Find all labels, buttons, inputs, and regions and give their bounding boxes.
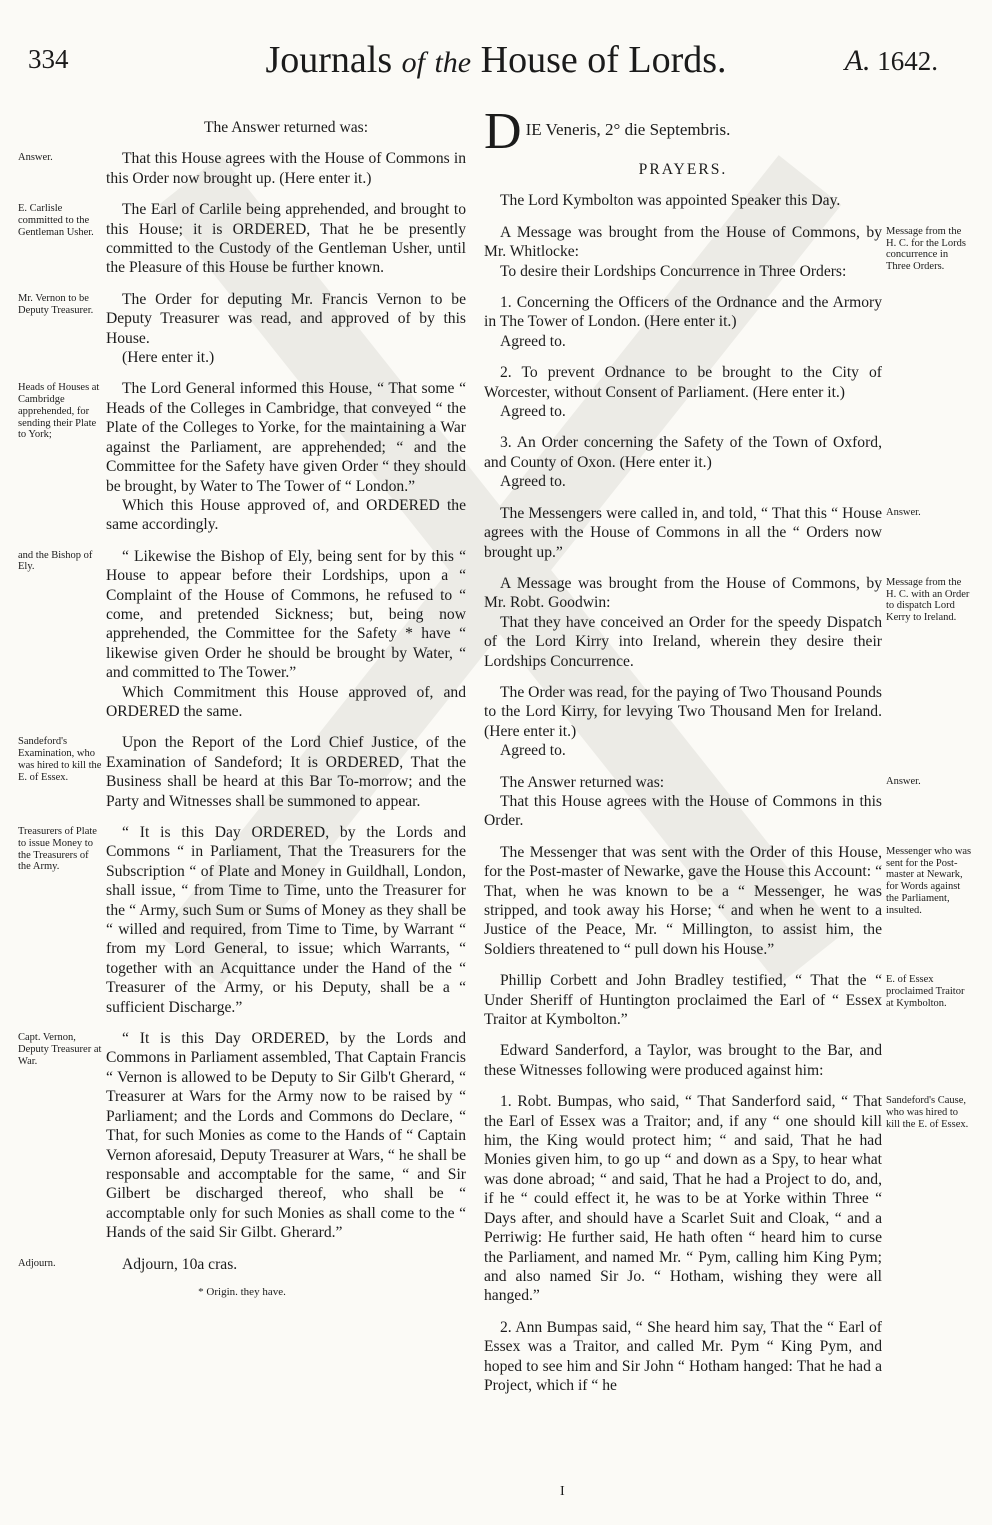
right-entry [484, 293, 974, 351]
prayers-heading: PRAYERS. [638, 161, 728, 178]
paragraph: Upon the Report of the Lord Chief Justice, of the Examination of Sandeford; It is ORDERED, That the Business shall be heard at this Bar To-morrow; and the Party and Witnesses shall be summoned to appear. [106, 734, 466, 810]
margin-note: E. Carlisle committed to the Gentleman Usher. [18, 203, 94, 238]
paragraph: The Answer returned was: [203, 119, 369, 136]
paragraph: Agreed to. [500, 403, 566, 421]
margin-note: Answer. [886, 775, 921, 787]
paragraph: A Message was brought from the House of Commons, by Mr. Whitlocke: [484, 223, 882, 261]
paragraph: The Lord General informed this House, “ That some “ Heads of the Colleges in Cambridge, that conveyed “ the Plate of the Colleges to Yorke, for the maintaining a War against the Parliament, are apprehended; “ and the Committee for the Safety have given Order “ they should be brought, by Water to The Tower of “ London.” [106, 380, 466, 495]
year-number: 1642. [877, 46, 938, 76]
right-entry [484, 971, 974, 1029]
right-entry [484, 1041, 974, 1080]
paragraph: 3. An Order concerning the Safety of the Town of Oxford, and County of Oxon. (Here enter it.) [484, 434, 882, 471]
margin-note: Capt. Vernon, Deputy Treasurer at War. [18, 1032, 102, 1067]
paragraph: 1. Concerning the Officers of the Ordnance and the Armory in The Tower of London. (Here enter it.) [484, 294, 882, 331]
paragraph: That this House agrees with the House of Commons in this Order. [484, 792, 882, 830]
left-entry [18, 379, 466, 534]
right-entry [484, 574, 974, 671]
paragraph: The Messengers were called in, and told, “ That this “ House agrees with the House of Commons in all the “ Orders now brought up.” [484, 504, 882, 561]
paragraph: “ Likewise the Bishop of Ely, being sent for by this “ House to appear before their Lordships, upon a “ Complaint of the House of Commons, he refused to “ come, and pretended Sickness; but, being now apprehended, the Committee for the Safety * have “ likewise given Order he should be brought by Water, “ and committed to The Tower.” [106, 547, 466, 682]
paragraph: Agreed to. [500, 332, 566, 350]
journal-title [0, 38, 992, 82]
margin-note: Messenger who was sent for the Post-master at Newark, for Words against the Parliament, insulted. [886, 845, 972, 916]
left-column [18, 118, 466, 1298]
left-entry [18, 118, 466, 137]
paragraph: A Message was brought from the House of Commons, by Mr. Robt. Goodwin: [484, 574, 882, 612]
right-entry [484, 223, 974, 281]
left-entry [18, 733, 466, 811]
paragraph: That this House agrees with the House of Commons in this Order now brought up. (Here enter it.) [106, 150, 466, 187]
paragraph: Phillip Corbett and John Bradley testified, “ That the “ Under Sheriff of Huntington proclaimed the Earl of “ Essex Traitor at Kymbolton.” [484, 972, 882, 1029]
paragraph: Agreed to. [500, 742, 566, 760]
right-entry [484, 1092, 974, 1305]
margin-note: Heads of Houses at Cambridge apprehended, for sending their Plate to York; [18, 382, 100, 441]
left-entry [18, 547, 466, 722]
left-entry [18, 823, 466, 1017]
drop-cap: D [484, 103, 522, 160]
paragraph: “ It is this Day ORDERED, by the Lords and Commons in Parliament assembled, That Captain Francis “ Vernon is allowed to be Deputy to Sir Gilb't Gherard, “ Treasurer at Wars for the Army now to be raised by “ Parliament; and the Lords and Commons do Declare, “ That, for such Monies as come to the Hands of “ Captain Vernon aforesaid, Deputy Treasurer at Wars, “ he shall be responsable and accomptable for the same, “ and Sir Gilbert be discharged thereof, who shall be “ accomptable only for such Monies as shall come to the “ Hands of the said Sir Gilbt. Gherard.” [106, 1030, 466, 1242]
paragraph: The Earl of Carlile being apprehended, and brought to this House; it is ORDERED, That he be presently committed to the Custody of the Gentleman Usher, until the Pleasure of this House be further known. [106, 201, 466, 277]
right-entries [484, 191, 974, 1395]
paragraph: (Here enter it.) [122, 349, 215, 367]
right-entry [484, 683, 974, 761]
paragraph: The Lord Kymbolton was appointed Speaker this Day. [500, 192, 841, 210]
footnote: * Origin. they have. [198, 1285, 286, 1298]
left-entry [18, 200, 466, 278]
left-entry [18, 1029, 466, 1242]
year [845, 44, 938, 78]
paragraph: Agreed to. [500, 473, 566, 491]
paragraph: The Messenger that was sent with the Order of this House, for the Post-master of Newarke, gave the House this Account: “ That, when he was known to be a “ Messenger, he was stripped, and took away his Horse; “ and when he went to a Justice of the Peace, Mr. “ Millington, to assist him, the Soldiers threatened to “ pull down his House.” [484, 843, 882, 958]
right-entry [484, 363, 974, 421]
left-entry [18, 149, 466, 188]
title-of: of [401, 46, 425, 79]
paragraph: “ It is this Day ORDERED, by the Lords and Commons “ in Parliament, That the Treasurers for the Subscription “ of Plate and Money in Guildhall, London, shall issue, “ from Time to Time, unto the Treasurer for the “ Army, such Sum or Sums of Money as they shall be “ willed and required, from Time to Time, by Warrant “ from my Lord General, to issue; which Warrants, “ together with an Acquittance under the Hand of the “ Treasurer of the Army, or his Deputy, shall be a “ sufficient Discharge.” [106, 824, 466, 1016]
paragraph: Which Commitment this House approved of, and ORDERED the same. [106, 683, 466, 720]
margin-note: Message from the H. C. with an Order to dispatch Lord Kerry to Ireland. [886, 576, 970, 624]
paragraph: Which this House approved of, and ORDERED the same accordingly. [106, 496, 466, 534]
paragraph: 2. Ann Bumpas said, “ She heard him say, That the “ Earl of Essex was a Traitor, and called Mr. Pym “ King Pym, and hoped to see him and Sir John “ Hotham hanged: That he had a Project, which if “ he [484, 1318, 882, 1394]
right-column [484, 103, 974, 1407]
page-number: 334 [28, 44, 69, 74]
right-entry [484, 843, 974, 959]
signature-mark: I [560, 1484, 565, 1499]
right-entry [484, 504, 974, 562]
right-entry [484, 1318, 974, 1396]
paragraph: The Order for deputing Mr. Francis Vernon to be Deputy Treasurer was read, and approved of by this House. [106, 290, 466, 347]
margin-note: and the Bishop of Ely. [18, 549, 93, 573]
margin-note: Sandeford's Examination, who was hired to kill the E. of Essex. [18, 736, 102, 783]
margin-note: Answer. [18, 152, 53, 164]
page-header [0, 38, 992, 98]
right-entry [484, 191, 974, 210]
paragraph: That they have conceived an Order for the speedy Dispatch of the Lord Kirry into Ireland, wherein they desire their Lordships Concurrence. [484, 613, 882, 670]
left-entry [18, 290, 466, 368]
left-entry [18, 1255, 466, 1274]
date-heading [484, 103, 974, 160]
title-house-of-lords: House of Lords. [480, 39, 727, 81]
paragraph: The Answer returned was: [500, 773, 665, 791]
margin-note: Adjourn. [18, 1257, 56, 1269]
right-entry [484, 433, 974, 491]
paragraph: To desire their Lordships Concurrence in Three Orders: [500, 262, 847, 280]
title-the: the [434, 46, 472, 79]
margin-note: Mr. Vernon to be Deputy Treasurer. [18, 292, 94, 316]
paragraph: 1. Robt. Bumpas, who said, “ That Sanderford said, “ That the Earl of Essex was a Traitor; and, if any “ one should kill him, the King would protect him; “ and said, That he had Monies given him, to go up “ and down as a Spy, to hear what was done abroad; “ and said, That he had a Project to do, and, if he “ could effect it, he was to be at Yorke within Three “ Days after, and should have a Scarlet Suit and Cloak, “ and a Perriwig: He further said, He hath often “ heard him to curse the Parliament, and named Mr. “ Pym, calling him King Pym; and also named Sir Jo. “ Hotham, wishing they were all hanged.” [484, 1093, 882, 1305]
paragraph: Edward Sanderford, a Taylor, was brought to the Bar, and these Witnesses following were produced against him: [484, 1042, 882, 1079]
margin-note: Message from the H. C. for the Lords concurrence in Three Orders. [886, 225, 966, 273]
margin-note: E. of Essex proclaimed Traitor at Kymbolton. [886, 974, 965, 1009]
paragraph: The Order was read, for the paying of Two Thousand Pounds to the Lord Kirry, for levying Two Thousand Men for Ireland. (Here enter it.) [484, 683, 882, 740]
margin-note: Sandeford's Cause, who was hired to kill the E. of Essex. [886, 1095, 969, 1130]
margin-note: Treasurers of Plate to issue Money to the Treasurers of the Army. [18, 826, 97, 873]
paragraph: 2. To prevent Ordnance to be brought to the City of Worcester, without Consent of Parliament. (Here enter it.) [484, 364, 882, 401]
paragraph: Adjourn, 10a cras. [122, 1255, 238, 1273]
year-prefix: A. [844, 44, 871, 77]
title-journals: Journals [265, 39, 393, 81]
date-line: IE Veneris, 2° die Septembris. [525, 120, 731, 139]
margin-note: Answer. [886, 506, 921, 518]
right-entry [484, 773, 974, 831]
